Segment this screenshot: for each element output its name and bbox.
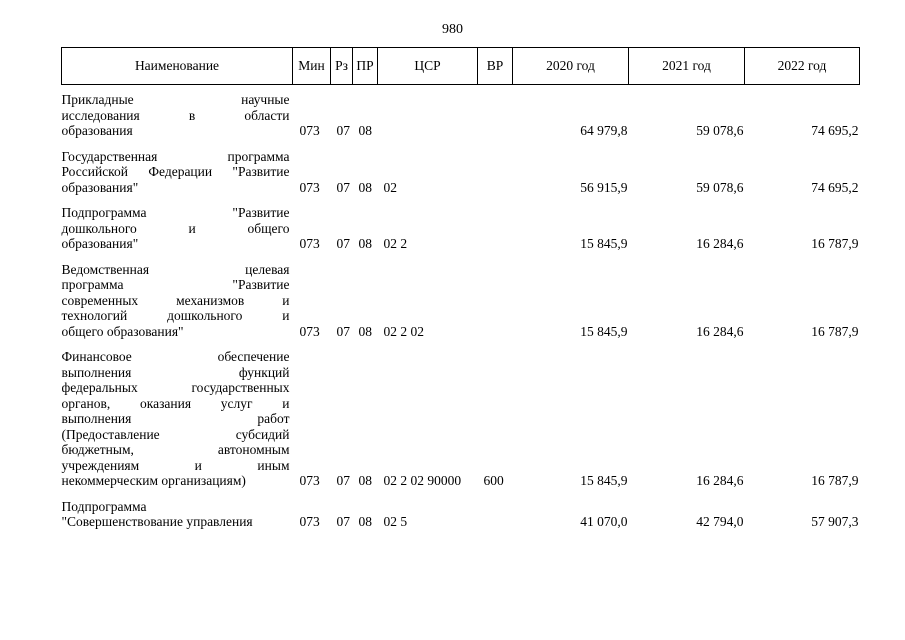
- name-line: Финансовое обеспечение: [61, 349, 290, 364]
- budget-table: [61, 47, 860, 530]
- cell-name: [62, 149, 293, 196]
- cell-pr: 08: [358, 514, 372, 529]
- cell-csr: 02 5: [383, 514, 408, 529]
- cell-csr: 02 2 02 90000: [383, 473, 462, 488]
- cell-pr: 08: [358, 236, 372, 251]
- cell-2021: 16 284,6: [696, 236, 744, 251]
- table-header-row: [62, 48, 860, 85]
- table-row: [62, 499, 860, 530]
- name-line: "Совершенствование управления: [61, 514, 253, 529]
- name-line: (Предоставление субсидий: [61, 426, 290, 442]
- name-line: образования": [61, 179, 139, 195]
- cell-2022: 16 787,9: [811, 323, 859, 339]
- cell-rz: 07: [336, 514, 350, 529]
- cell-2020: 15 845,9: [580, 473, 628, 488]
- cell-vr: [478, 205, 513, 252]
- name-line: исследования в области: [61, 107, 290, 123]
- cell-vr: [478, 262, 513, 340]
- cell-csr: 02 2: [383, 236, 408, 251]
- cell-2020: 15 845,9: [580, 236, 628, 251]
- name-line: федеральных государственных: [61, 380, 290, 395]
- page-number: 980: [442, 22, 463, 37]
- cell-name: [62, 349, 293, 489]
- name-line: учреждениям и иным: [61, 457, 290, 473]
- cell-min: 073: [299, 236, 320, 251]
- cell-2022: 57 907,3: [811, 514, 859, 529]
- cell-min: 073: [299, 179, 320, 195]
- name-line: дошкольного и общего: [61, 220, 290, 236]
- name-line: Прикладные научные: [61, 92, 290, 107]
- row-spacer: [62, 339, 860, 349]
- cell-2021: 59 078,6: [696, 179, 744, 195]
- cell-name: [62, 92, 293, 139]
- header-2021: 2021 год: [629, 48, 745, 85]
- name-line: программа "Развитие: [61, 277, 290, 292]
- name-line: современных механизмов и: [61, 292, 290, 308]
- cell-min: 073: [299, 473, 320, 488]
- header-min: Мин: [293, 48, 331, 85]
- name-line: бюджетным, автономным: [61, 442, 290, 457]
- cell-2022: 16 787,9: [811, 236, 859, 251]
- row-spacer: [62, 489, 860, 499]
- table-row: [62, 262, 860, 340]
- cell-2020: 64 979,8: [580, 123, 628, 138]
- name-line: Государственная программа: [61, 148, 290, 164]
- cell-2021: 59 078,6: [696, 123, 744, 138]
- name-line: образования: [61, 123, 133, 138]
- header-name: Наименование: [62, 48, 293, 85]
- cell-pr: 08: [358, 179, 372, 195]
- cell-pr: 08: [358, 123, 372, 138]
- header-rz: Рз: [331, 48, 353, 85]
- name-line: органов, оказания услуг и: [61, 395, 290, 411]
- header-vr: ВР: [478, 48, 513, 85]
- cell-name: [62, 205, 293, 252]
- cell-2020: 41 070,0: [580, 514, 628, 529]
- header-pr: ПР: [353, 48, 378, 85]
- header-2022: 2022 год: [745, 48, 860, 85]
- cell-min: 073: [299, 323, 320, 339]
- cell-name: [62, 499, 293, 530]
- cell-2020: 56 915,9: [580, 179, 628, 195]
- table-row: [62, 92, 860, 139]
- name-line: некоммерческим организациям): [61, 473, 246, 488]
- cell-2021: 16 284,6: [696, 323, 744, 339]
- table-row: [62, 205, 860, 252]
- table-row: [62, 349, 860, 489]
- cell-min: 073: [299, 514, 320, 529]
- cell-rz: 07: [336, 323, 350, 339]
- cell-2022: 74 695,2: [811, 123, 859, 138]
- cell-2022: 74 695,2: [811, 179, 859, 195]
- table-row: [62, 149, 860, 196]
- cell-rz: 07: [336, 179, 350, 195]
- name-line: общего образования": [61, 323, 184, 339]
- name-line: Подпрограмма "Развитие: [61, 205, 290, 220]
- cell-pr: 08: [358, 473, 372, 488]
- cell-vr: [478, 92, 513, 139]
- header-csr: ЦСР: [378, 48, 478, 85]
- cell-csr: 02 2 02: [383, 323, 424, 339]
- name-line: Ведомственная целевая: [61, 261, 290, 277]
- cell-csr: 02: [383, 179, 397, 195]
- name-line: образования": [61, 236, 139, 251]
- cell-min: 073: [299, 123, 320, 138]
- cell-2022: 16 787,9: [811, 473, 859, 488]
- cell-rz: 07: [336, 473, 350, 488]
- row-spacer: [62, 195, 860, 205]
- cell-2020: 15 845,9: [580, 323, 628, 339]
- table-body: [62, 85, 860, 530]
- cell-vr: 600: [483, 473, 504, 488]
- cell-2021: 16 284,6: [696, 473, 744, 488]
- name-line: выполнения функций: [61, 364, 290, 380]
- cell-rz: 07: [336, 236, 350, 251]
- header-2020: 2020 год: [513, 48, 629, 85]
- row-spacer: [62, 139, 860, 149]
- row-spacer: [62, 252, 860, 262]
- cell-csr: [378, 92, 478, 139]
- cell-rz: 07: [336, 123, 350, 138]
- name-line: Российской Федерации "Развитие: [61, 164, 290, 179]
- name-line: технологий дошкольного и: [61, 308, 290, 323]
- cell-vr: [478, 499, 513, 530]
- cell-2021: 42 794,0: [696, 514, 744, 529]
- name-line: Подпрограмма: [61, 498, 147, 514]
- cell-name: [62, 262, 293, 340]
- name-line: выполнения работ: [61, 411, 290, 426]
- row-spacer: [62, 85, 860, 93]
- cell-vr: [478, 149, 513, 196]
- cell-pr: 08: [358, 323, 372, 339]
